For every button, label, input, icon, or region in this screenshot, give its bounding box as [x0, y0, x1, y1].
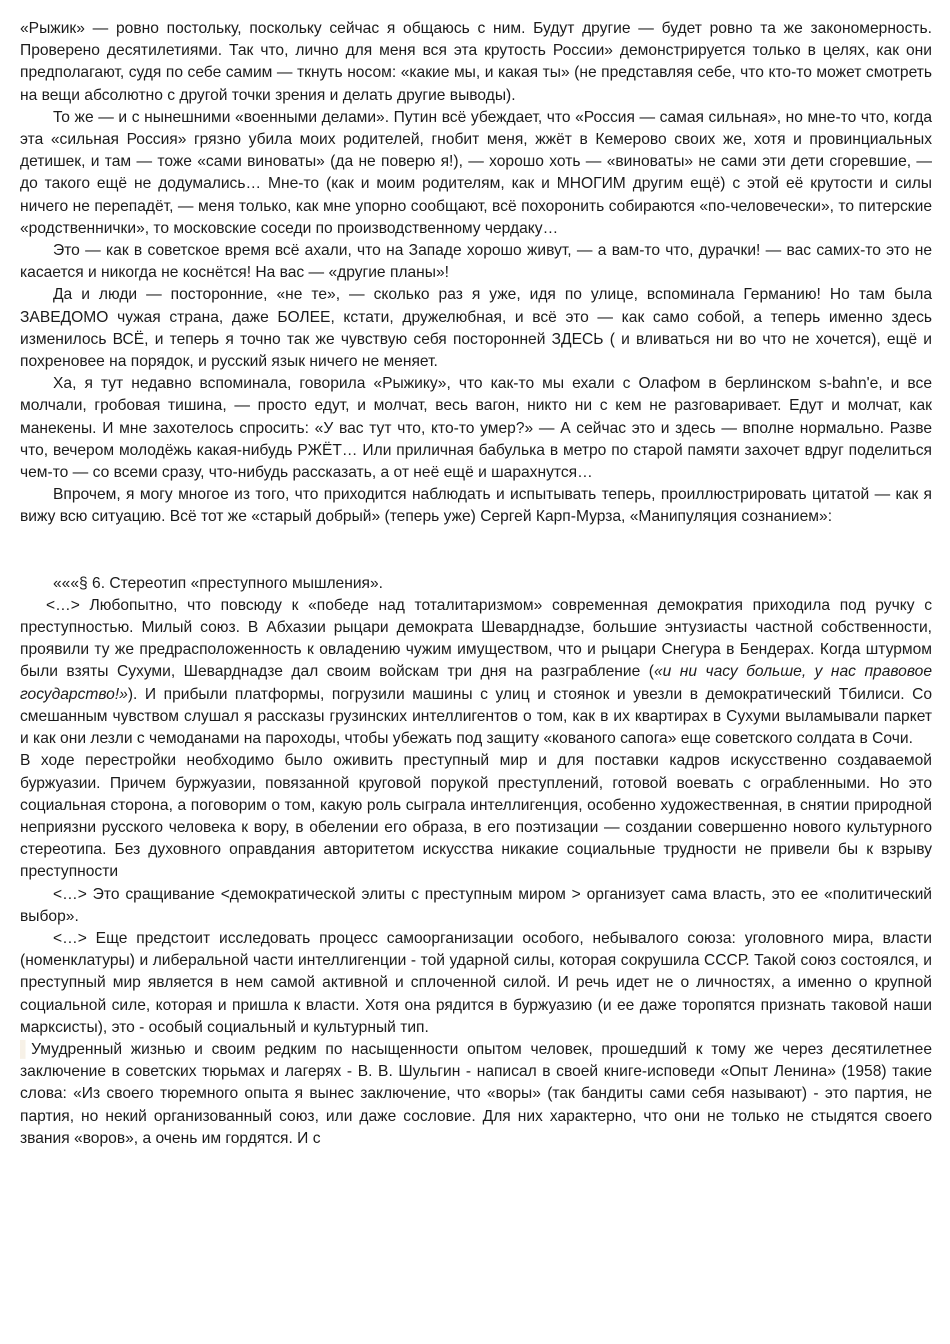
quote-paragraph-1	[20, 595, 932, 750]
paragraph-1: «Рыжик» — ровно постольку, поскольку сейчас я общаюсь с ним. Будут другие — будет ровно та же закономерность. Проверено десятилетиями. Так что, лично для меня вся эта крутость России» демонстрируется только в целях, как они предполагают, судя по себе самим — ткнуть носом: «какие мы, и какая ты» (не представляя себе, что кто-то может смотреть на вещи абсолютно с другой точки зрения и делать другие выводы).	[20, 20, 932, 104]
quote-heading: «««§ 6. Стереотип «преступного мышления».	[53, 574, 383, 592]
paragraph-4: Да и люди — посторонние, «не те», — сколько раз я уже, идя по улице, вспоминала Германию! Но там была ЗАВЕДОМО чужая страна, даже БОЛЕЕ, кстати, дружелюбная, и всё это — как само собой, а теперь именно здесь изменилось ВСЁ, и теперь я точно так же чувствую себя посторонней ЗДЕСЬ ( и вливаться ни во что не хочется), ещё и похреновее на порядок, и русский язык ничего не меняет.	[20, 286, 932, 371]
quote-paragraph-4: <…> Еще предстоит исследовать процесс самоорганизации особого, небывалого союза: уголовного мира, власти (номенклатуры) и либеральной части интеллигенции - той ударной силы, которая сокрушила СССР. Такой союз состоялся, и преступный мир является в нем самой активной и сплоченной силой. И речь идет не о личностях, а именно о крупной социальной силе, которая и пришла к власти. Хотя она рядится в буржуазию (и ее даже торопятся признать таковой наши марксисты), это - особый социальный и культурный тип.	[20, 929, 932, 1036]
paragraph-5: Ха, я тут недавно вспоминала, говорила «Рыжику», что как-то мы ехали с Олафом в берлинском s-bahn'e, и все молчали, гробовая тишина, — просто едут, и молчат, весь вагон, никто ни с кем не разговаривает. Едут и молчат, как манекены. И мне захотелось спросить: «У вас тут что, кто-то умер?» — А сейчас это и здесь — вполне нормально. Разве что, вечером молодёжь какая-нибудь РЖЁТ… Или приличная бабулька в метро по старой памяти захочет вдруг поделиться чем-то — со всеми сразу, что-нибудь рассказать, а от неё ещё и шарахнутся…	[20, 375, 932, 482]
paragraph-marker: ▌	[20, 1040, 32, 1058]
quote-paragraph-5-text: Умудренный жизнью и своим редким по насыщенности опытом человек, прошедший к тому же через десятилетнее заключение в советских тюрьмах и лагерях - В. В. Шульгин - написал в своей книге-исповеди «Опыт Ленина» (1958) такие слова: «Из своего тюремного опыта я вынес заключение, что «воры» (так бандиты сами себя называют) - это партия, не партия, но некий организованный союз, или даже сословие. Для них характерно, что они не только не стыдятся своего звания «воров», а очень им гордятся. И с	[20, 1040, 932, 1147]
quote-paragraph-5	[20, 1039, 932, 1150]
quote-paragraph-3: <…> Это сращивание <демократической элиты с преступным миром > организует сама власть, это ее «политический выбор».	[20, 885, 932, 925]
paragraph-2: То же — и с нынешними «военными делами». Путин всё убеждает, что «Россия — самая сильная», но мне-то что, когда эта «сильная Россия» грязно убила моих родителей, гнобит меня, жжёт в Кемерово своих же, хотя и провинциальных детишек, и там — тоже «сами виноваты» (да не поверю я!), — хорошо хоть — «виноваты» не сами эти дети сгоревшие, — до такого ещё не додумались… Мне-то (как и моим родителям, как и МНОГИМ другим ещё) с этой её крутости и силы ничего не перепадёт, — меня только, как мне упорно сообщают, всё похоронить собираются «по-человечески», то питерские «родственнички», то московские соседи по производственному чердаку…	[20, 108, 932, 237]
paragraph-3: Это — как в советское время всё ахали, что на Западе хорошо живут, — а вам-то что, дурачки! — вас самих-то это не касается и никогда не коснётся! На вас — «другие планы»!	[20, 242, 932, 282]
paragraph-6: Впрочем, я могу многое из того, что приходится наблюдать и испытывать теперь, проиллюстрировать цитатой — как я вижу всю ситуацию. Всё тот же «старый добрый» (теперь уже) Сергей Карп-Мурза, «Манипуляция сознанием»:	[20, 486, 932, 526]
quote-paragraph-2: В ходе перестройки необходимо было оживить преступный мир и для поставки кадров искусственно создаваемой буржуазии. Причем буржуазии, повязанной круговой порукой преступлений, готовой воевать с ограбленными. Но это социальная сторона, а поговорим о том, какую роль сыграла интеллигенция, особенно художественная, в снятии природной неприязни русского человека к вору, в обелении его образа, в его поэтизации — создании совершенно нового культурного стереотипа. Без духовного оправдания авторитетом искусства никакие социальные трудности не привели бы к взрыву преступности	[20, 752, 932, 881]
quote-italic-phrase: «и ни часу больше, у нас правовое государство!»	[20, 663, 932, 703]
quote-paragraph-1-end: ). И прибыли платформы, погрузили машины с улиц и стоянок и увезли в демократический Тбилиси. Со смешанным чувством слушал я рассказы грузинских интеллигентов о том, как в их квартирах в Сухуми выламывали паркет и как они лезли с чемоданами на пароходы, чтобы убежать под защиту «кованого сапога» еще советского солдата в Сочи.	[20, 685, 932, 748]
paragraph-gap	[20, 529, 932, 573]
quote-paragraph-1-start: <…> Любопытно, что повсюду к «победе над тоталитаризмом» современная демократия приходила под ручку с преступностью. Милый союз. В Абхазии рыцари демократа Шеварднадзе, большие энтузиасты частной собственности, проявили ту же предрасположенность к овладению чужим имуществом, что и рыцари Снегура в Бендерах. Когда штурмом были взяты Сухуми, Шеварднадзе дал своим войскам три дня на разграбление (	[20, 596, 932, 681]
